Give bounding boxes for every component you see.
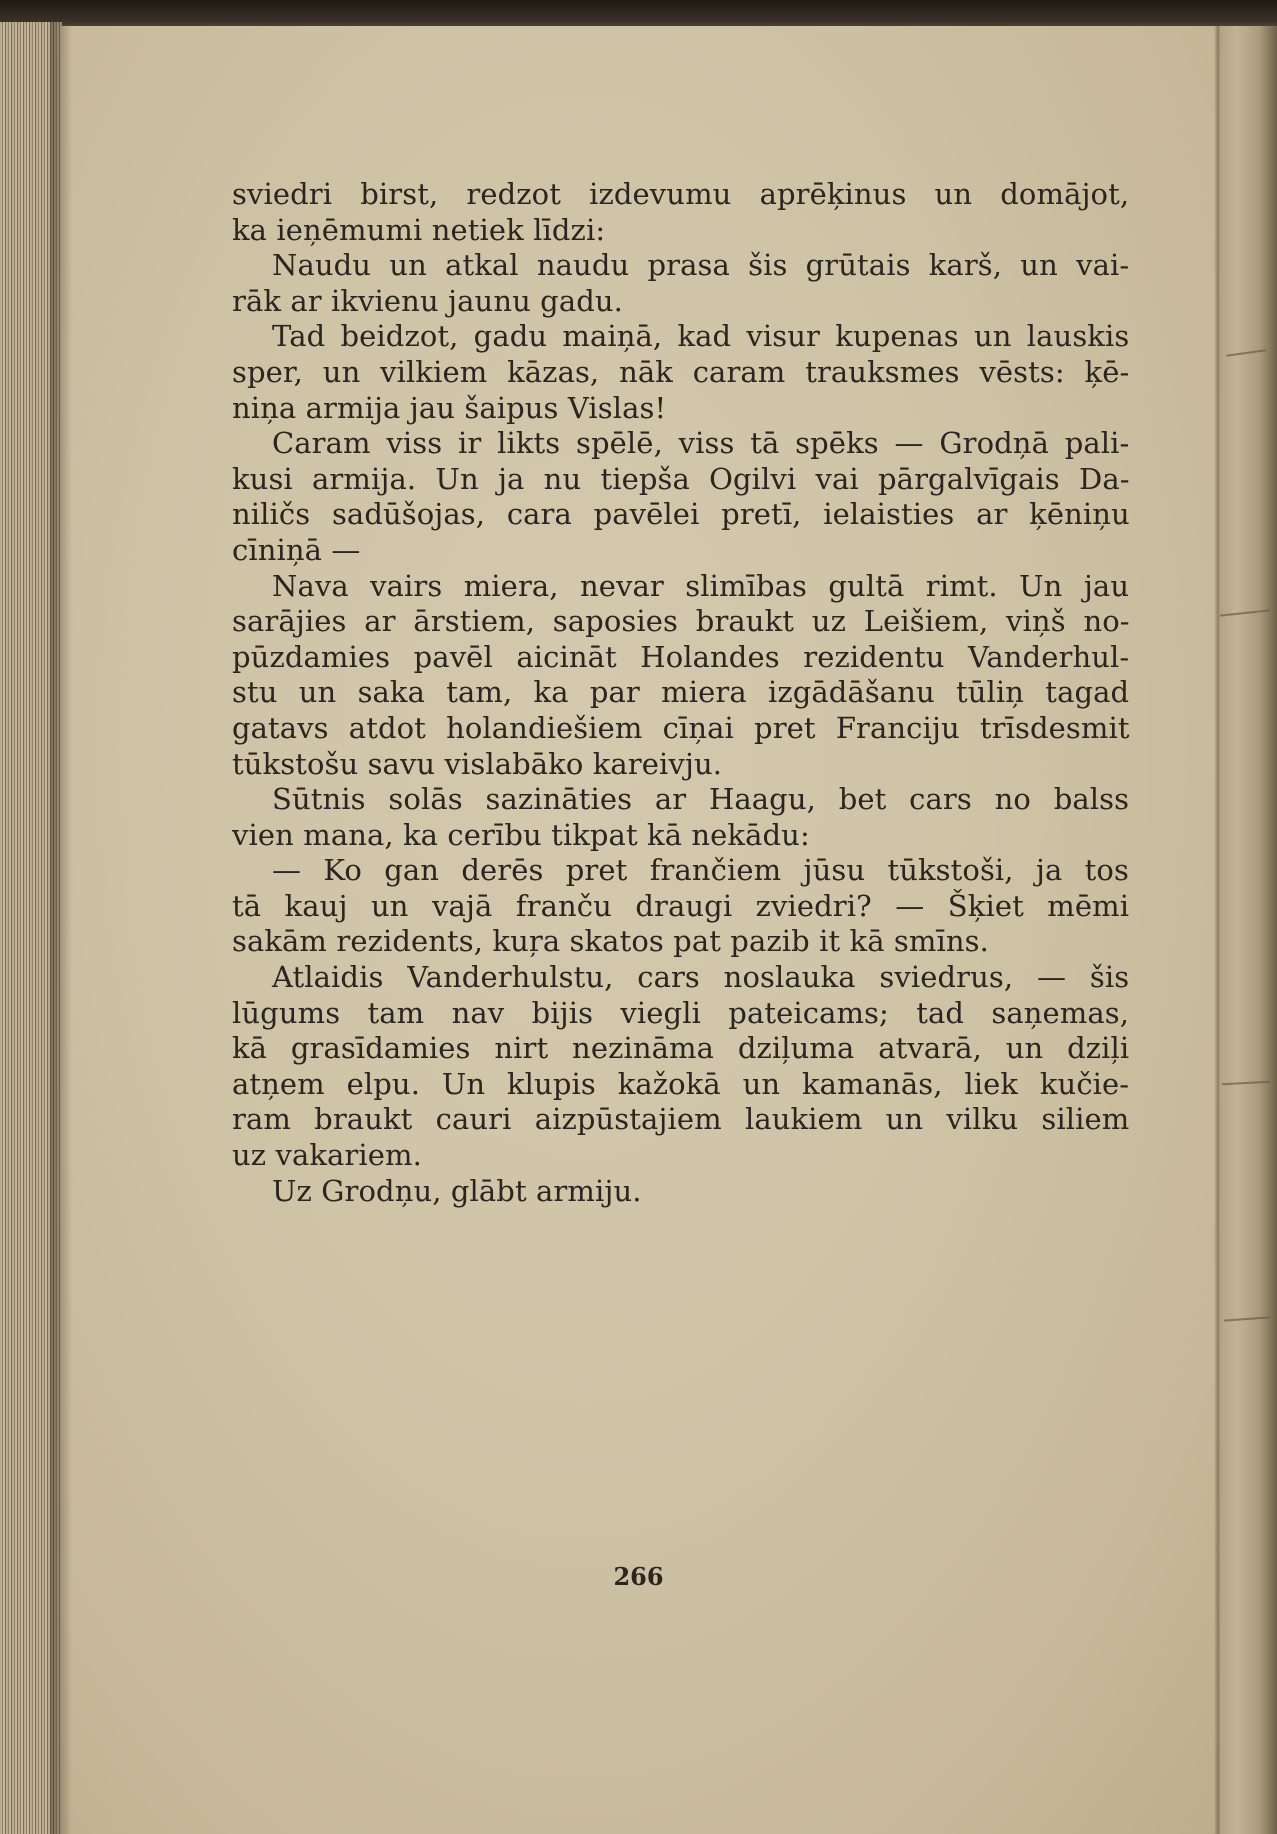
text-line: kā grasīdamies nirt nezināma dziļuma atvarā, un dziļi	[232, 1031, 1130, 1066]
text-line: Uz Grodņu, glābt armiju.	[272, 1173, 642, 1208]
text-line: rāk ar ikvienu jaunu gadu.	[232, 283, 623, 318]
text-line: ka ieņēmumi netiek līdzi:	[232, 212, 606, 247]
text-line: Sūtnis solās sazināties ar Haagu, bet cars no balss	[272, 782, 1130, 817]
text-line: tā kauj un vajā franču draugi zviedri? — Šķiet mēmi	[232, 888, 1130, 923]
text-line: — Ko gan derēs pret frančiem jūsu tūkstoši, ja tos	[272, 853, 1129, 888]
text-line: uz vakariem.	[232, 1138, 422, 1173]
text-line: pūzdamies pavēl aicināt Holandes rezidentu Vanderhul-	[232, 639, 1130, 674]
text-line: niličs sadūšojas, cara pavēlei pretī, ielaisties ar ķēniņu	[232, 497, 1130, 532]
text-line: atņem elpu. Un klupis kažokā un kamanās, liek kučie-	[232, 1066, 1130, 1101]
text-line: Atlaidis Vanderhulstu, cars noslauka sviedrus, — šis	[272, 960, 1130, 995]
text-line: kusi armija. Un ja nu tiepša Ogilvi vai pārgalvīgais Da-	[232, 461, 1130, 496]
body-text	[232, 177, 1130, 1209]
text-line: lūgums tam nav bijis viegli pateicams; tad saņemas,	[232, 995, 1130, 1030]
page-number: 266	[613, 1562, 664, 1591]
text-line: sarājies ar ārstiem, saposies braukt uz Leišiem, viņš no-	[232, 604, 1130, 639]
text-line: ram braukt cauri aizpūstajiem laukiem un vilku siliem	[232, 1102, 1130, 1137]
text-line: gatavs atdot holandiešiem cīņai pret Franciju trīsdesmit	[232, 710, 1130, 745]
text-line: vien mana, ka cerību tikpat kā nekādu:	[232, 817, 810, 852]
text-line: Tad beidzot, gadu maiņā, kad visur kupenas un lauskis	[272, 319, 1130, 354]
text-line: niņa armija jau šaipus Vislas!	[232, 390, 667, 425]
text-line: sviedri birst, redzot izdevumu aprēķinus un domājot,	[232, 177, 1130, 211]
text-line: sakām rezidents, kuŗa skatos pat pazib it kā smīns.	[232, 924, 989, 959]
text-line: cīniņā —	[232, 532, 361, 567]
text-line: Naudu un atkal naudu prasa šis grūtais karš, un vai-	[272, 248, 1130, 283]
text-line: tūkstošu savu vislabāko kareivju.	[232, 746, 723, 781]
text-line: Caram viss ir likts spēlē, viss tā spēks — Grodņā pali-	[272, 426, 1130, 461]
text-line: stu un saka tam, ka par miera izgādāšanu tūliņ tagad	[232, 675, 1130, 710]
text-line: sper, un vilkiem kāzas, nāk caram trauksmes vēsts: ķē-	[232, 354, 1130, 389]
text-line: Nava vairs miera, nevar slimības gultā rimt. Un jau	[272, 568, 1130, 603]
